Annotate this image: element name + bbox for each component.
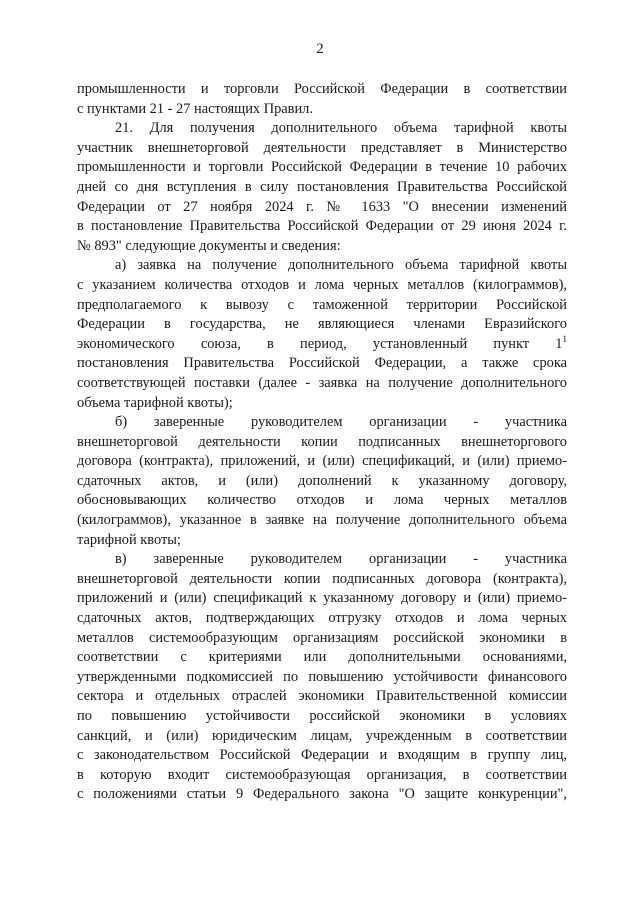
text-line-content: дней со дня вступления в силу постановления Правительства Российской [77,178,567,195]
text-line [77,433,567,453]
text-line [77,550,567,570]
text-line-content: соответствующей поставки (далее - заявка на получение дополнительного [77,374,567,391]
text-line [77,119,567,139]
text-line-content: участник внешнеторговой деятельности представляет в Министерство [77,139,567,156]
text-line-content: 21. Для получения дополнительного объема тарифной квоты [115,120,567,137]
text-line-content: обосновывающих количество отходов и лома черных металлов [77,492,567,509]
text-line-content: предполагаемого к вывозу с таможенной территории Российской [77,296,567,313]
text-line-content: промышленности и торговли Российской Федерации в соответствии [77,81,567,97]
text-line [77,570,567,590]
text-line-content: соответствии с критериями или дополнительными основаниями, [77,649,567,666]
text-line [77,766,567,786]
text-line [77,354,567,374]
text-line [77,452,567,472]
footnote-superscript: 1 [562,333,567,344]
text-line [77,315,567,335]
text-line-content: металлов системообразующим организациям российской экономики в [77,629,567,646]
text-line-content: сдаточных актов, подтверждающих отгрузку отходов и лома черных [77,610,567,627]
text-line [77,609,567,629]
page-number: 2 [316,41,324,57]
text-line [77,531,567,551]
text-line-content: утвержденными подкомиссией по повышению устойчивости финансового [77,668,567,685]
text-line-content: промышленности и торговли Российской Федерации в течение 10 рабочих [77,159,567,176]
text-line [77,100,567,120]
text-line-content: с указанием количества отходов и лома черных металлов (килограммов), [77,276,567,293]
text-line [77,217,567,237]
text-line [77,139,567,159]
text-line [77,687,567,707]
text-line [77,237,567,257]
document-body [77,80,567,805]
text-line-content: с законодательством Российской Федерации и входящим в группу лиц, [77,747,567,764]
text-line [77,296,567,316]
text-line-content: постановления Правительства Российской Федерации, а также срока [77,355,567,372]
text-line [77,413,567,433]
text-line-content: внешнеторговой деятельности копии подписанных внешнеторгового [77,433,567,450]
text-line [77,80,567,100]
text-line [77,472,567,492]
text-line [77,374,567,394]
text-line-content: сектора и отдельных отраслей экономики Правительственной комиссии [77,688,567,705]
text-line-content: экономического союза, в период, установленный пункт 1 [77,335,563,352]
text-line [77,158,567,178]
text-line-content: б) заверенные руководителем организации - участника [115,414,567,431]
text-line [77,648,567,668]
text-line [77,589,567,609]
text-line [77,746,567,766]
text-line-content: внешнеторговой деятельности копии подписанных договора (контракта), [77,570,567,587]
text-line-content: приложений и (или) спецификаций к указанному договору и (или) приемо- [77,590,567,607]
text-line-content: в которую входит системообразующая организация, в соответствии [77,766,567,783]
text-line [77,629,567,649]
text-line-content: санкций, и (или) юридическим лицам, учрежденным в соответствии [77,727,567,744]
text-line-content: № 893" следующие документы и сведения: [77,237,341,254]
text-line-content: договора (контракта), приложений, и (или) спецификаций, и (или) приемо- [77,453,567,470]
text-line-content: Федерации в государства, не являющиеся членами Евразийского [77,316,567,333]
text-line-content: (килограммов), указанное в заявке на получение дополнительного объема [77,512,567,529]
text-line [77,276,567,296]
text-line [77,335,567,355]
text-line-content: Федерации от 27 ноября 2024 г. № 1633 "О внесении изменений [77,198,567,215]
text-line [77,707,567,727]
text-line [77,178,567,198]
text-line-content: с пунктами 21 - 27 настоящих Правил. [77,100,313,117]
text-line [77,511,567,531]
text-line [77,668,567,688]
text-line [77,785,567,805]
text-line [77,256,567,276]
text-line-content: сдаточных актов, и (или) дополнений к указанному договору, [77,472,567,489]
text-line-content: в) заверенные руководителем организации - участника [115,551,567,568]
text-line [77,198,567,218]
text-line-content: объема тарифной квоты); [77,394,233,411]
text-line-content: тарифной квоты; [77,531,181,548]
text-line [77,394,567,414]
text-line-content: а) заявка на получение дополнительного объема тарифной квоты [115,257,567,274]
text-line [77,727,567,747]
text-line-content: с положениями статьи 9 Федерального закона "О защите конкуренции", [77,786,567,803]
text-line-content: в постановление Правительства Российской Федерации от 29 июня 2024 г. [77,218,567,235]
text-line [77,491,567,511]
text-line-content: по повышению устойчивости российской экономики в условиях [77,708,567,724]
